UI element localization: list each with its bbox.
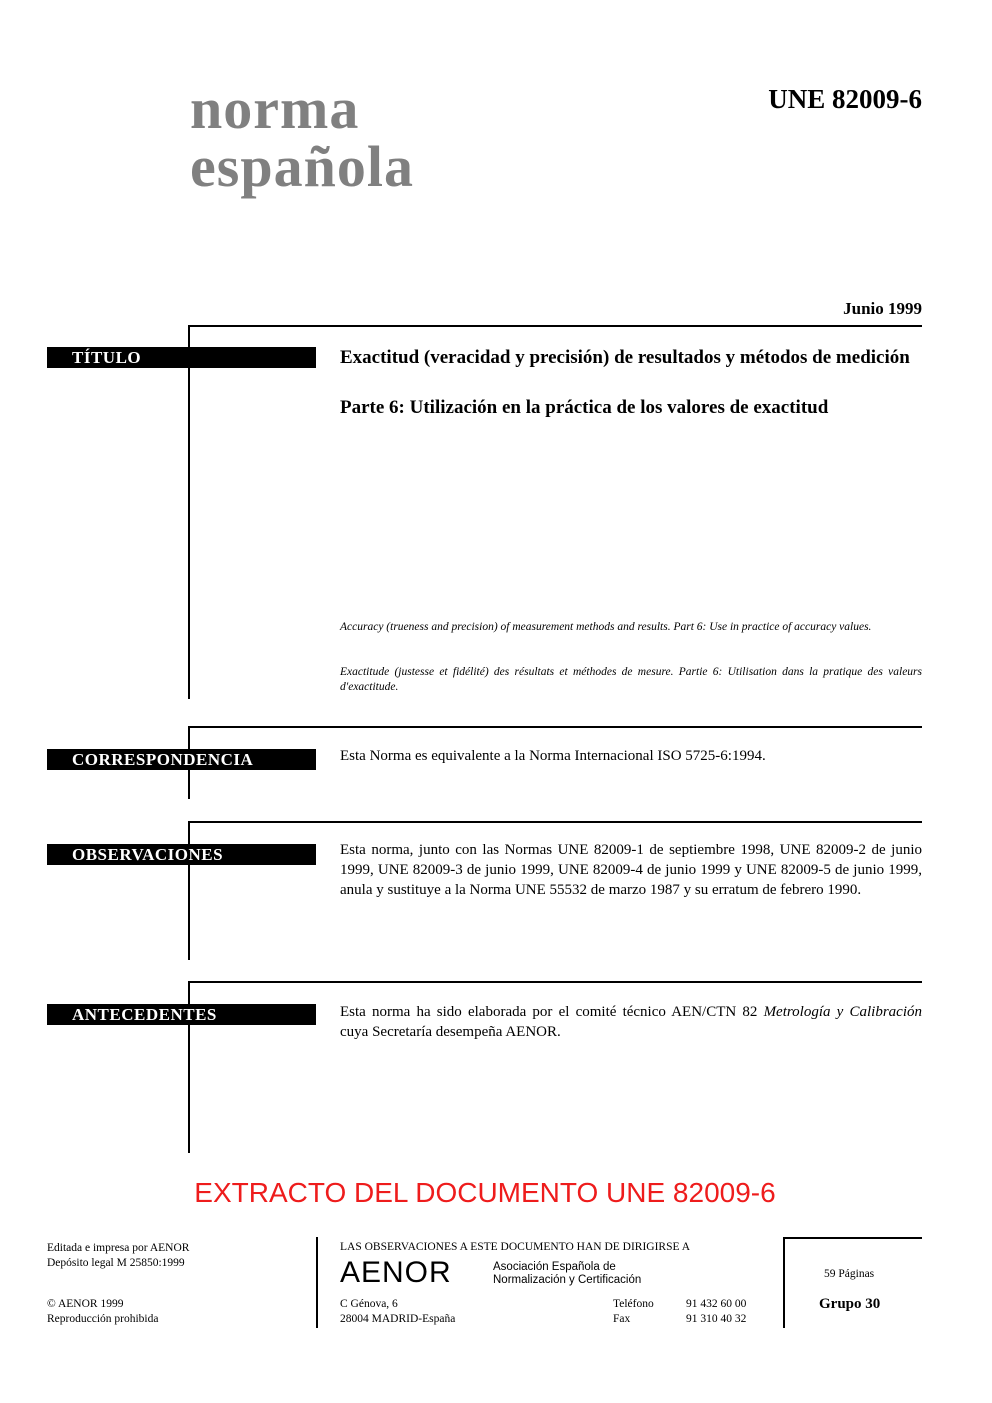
contact-labels xyxy=(613,1297,654,1327)
divider-observaciones xyxy=(188,821,922,823)
correspondencia-text: Esta Norma es equivalente a la Norma Internacional ISO 5725-6:1994. xyxy=(340,748,766,764)
brand-line-2: española xyxy=(190,134,414,199)
reproduction-notice: Reproducción prohibida xyxy=(47,1313,159,1325)
committee-name: Metrología y Calibración xyxy=(763,1004,922,1020)
price-group: Grupo 30 xyxy=(819,1296,881,1312)
aenor-association xyxy=(493,1261,641,1287)
copyright: © AENOR 1999 xyxy=(47,1298,124,1310)
phone-label: Teléfono xyxy=(613,1298,654,1310)
section-label-titulo: TÍTULO xyxy=(47,347,316,368)
brand-title xyxy=(190,76,414,199)
vertical-rule-observaciones xyxy=(188,821,190,960)
fax-number: 91 310 40 32 xyxy=(686,1313,747,1325)
footer-box-left xyxy=(783,1237,785,1328)
observaciones-text: Esta norma, junto con las Normas UNE 82009-1 de septiembre 1998, UNE 82009-2 de junio 1999, UNE 82009-3 de junio 1999, UNE 82009-4 de junio 1999 y UNE 82009-5 de junio 1999, anula y sustituye a la Norma UNE 55532 de marzo 1987 y su erratum de febrero 1990. xyxy=(340,842,922,898)
section-label-antecedentes: ANTECEDENTES xyxy=(47,1004,316,1025)
antecedentes-text xyxy=(340,1002,922,1042)
document-title: Exactitud (veracidad y precisión) de resultados y métodos de medición xyxy=(340,347,910,368)
publication-date: Junio 1999 xyxy=(843,299,922,318)
vertical-rule-titulo xyxy=(188,325,190,699)
divider-titulo xyxy=(188,325,922,327)
phone-number: 91 432 60 00 xyxy=(686,1298,747,1310)
contact-numbers xyxy=(686,1297,746,1327)
observations-note: LAS OBSERVACIONES A ESTE DOCUMENTO HAN DE DIRIGIRSE A xyxy=(340,1241,691,1253)
address-street: C Génova, 6 xyxy=(340,1298,398,1310)
antecedentes-text-end: cuya Secretaría desempeña AENOR. xyxy=(340,1024,561,1040)
brand-line-1: norma xyxy=(190,76,360,141)
title-english: Accuracy (trueness and precision) of measurement methods and results. Part 6: Use in practice of accuracy values. xyxy=(340,621,872,633)
footer-copyright-info xyxy=(47,1297,158,1327)
aenor-address xyxy=(340,1297,455,1327)
titulo-content xyxy=(340,345,922,421)
page-count: 59 Páginas xyxy=(824,1268,875,1280)
divider-antecedentes xyxy=(188,981,922,983)
standard-code: UNE 82009-6 xyxy=(768,84,922,114)
footer-edition-info xyxy=(47,1241,189,1271)
footer-box-top xyxy=(783,1237,922,1239)
antecedentes-text-start: Esta norma ha sido elaborada por el comité técnico AEN/CTN 82 xyxy=(340,1004,764,1020)
divider-correspondencia xyxy=(188,726,922,728)
association-line-2: Normalización y Certificación xyxy=(493,1274,642,1286)
footer-separator-left xyxy=(316,1237,318,1328)
edited-by: Editada e impresa por AENOR xyxy=(47,1242,190,1254)
address-city: 28004 MADRID-España xyxy=(340,1313,456,1325)
association-line-1: Asociación Española de xyxy=(493,1261,616,1273)
section-label-correspondencia: CORRESPONDENCIA xyxy=(47,749,316,770)
legal-deposit: Depósito legal M 25850:1999 xyxy=(47,1257,185,1269)
aenor-logo: AENOR xyxy=(340,1256,452,1289)
fax-label: Fax xyxy=(613,1313,631,1325)
document-part-title: Parte 6: Utilización en la práctica de los valores de exactitud xyxy=(340,397,829,418)
section-label-observaciones: OBSERVACIONES xyxy=(47,844,316,865)
title-french: Exactitude (justesse et fidélité) des résultats et méthodes de mesure. Partie 6: Utilisation dans la pratique des valeurs d'exactitude. xyxy=(340,666,922,693)
extract-notice: EXTRACTO DEL DOCUMENTO UNE 82009-6 xyxy=(194,1177,776,1208)
